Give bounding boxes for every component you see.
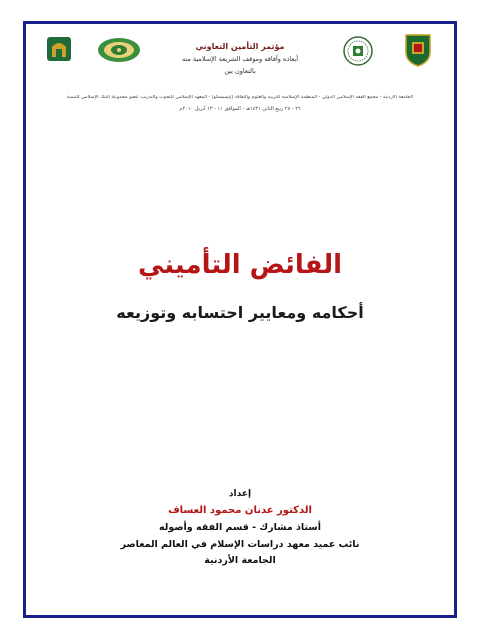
author-name: الدكتور عدنان محمود العساف: [168, 505, 312, 516]
author-block: [0, 490, 480, 573]
conference-header: [0, 22, 480, 112]
document-subtitle: أحكامه ومعايير احتسابه وتوزيعه: [116, 303, 364, 322]
document-title: الفائض التأميني: [137, 250, 343, 280]
author-position: أستاذ مشارك - قسم الفقه وأصوله: [159, 522, 321, 533]
conference-subtitle: أبعاده وآفاقه وموقف الشريعة الإسلامية منه: [181, 55, 299, 63]
prepared-by-label: إعداد: [228, 489, 252, 499]
author-university: الجامعة الأردنية: [204, 555, 276, 566]
conference-cooperation: بالتعاون بين: [224, 67, 256, 75]
conference-title: مؤتمر التأمين التعاوني: [195, 42, 285, 51]
conference-dates: ٢٦ - ٢٨ ربيع الثاني ١٤٣١هـ - الموافق ١١ - ١٣ أبريل ٢٠١٠م: [179, 106, 301, 112]
author-role: نائب عميد معهد دراسات الإسلام في العالم المعاصر: [120, 538, 360, 550]
conference-partners: الجامعة الأردنية - مجمع الفقه الإسلامي الدولي - المنظمة الإسلامية للتربية والعلوم والثقافة (إيسيسكو) - المعهد الإسلامي للبحوث والتدريب عضو مجموعة البنك الإسلامي للتنمية: [66, 95, 414, 100]
